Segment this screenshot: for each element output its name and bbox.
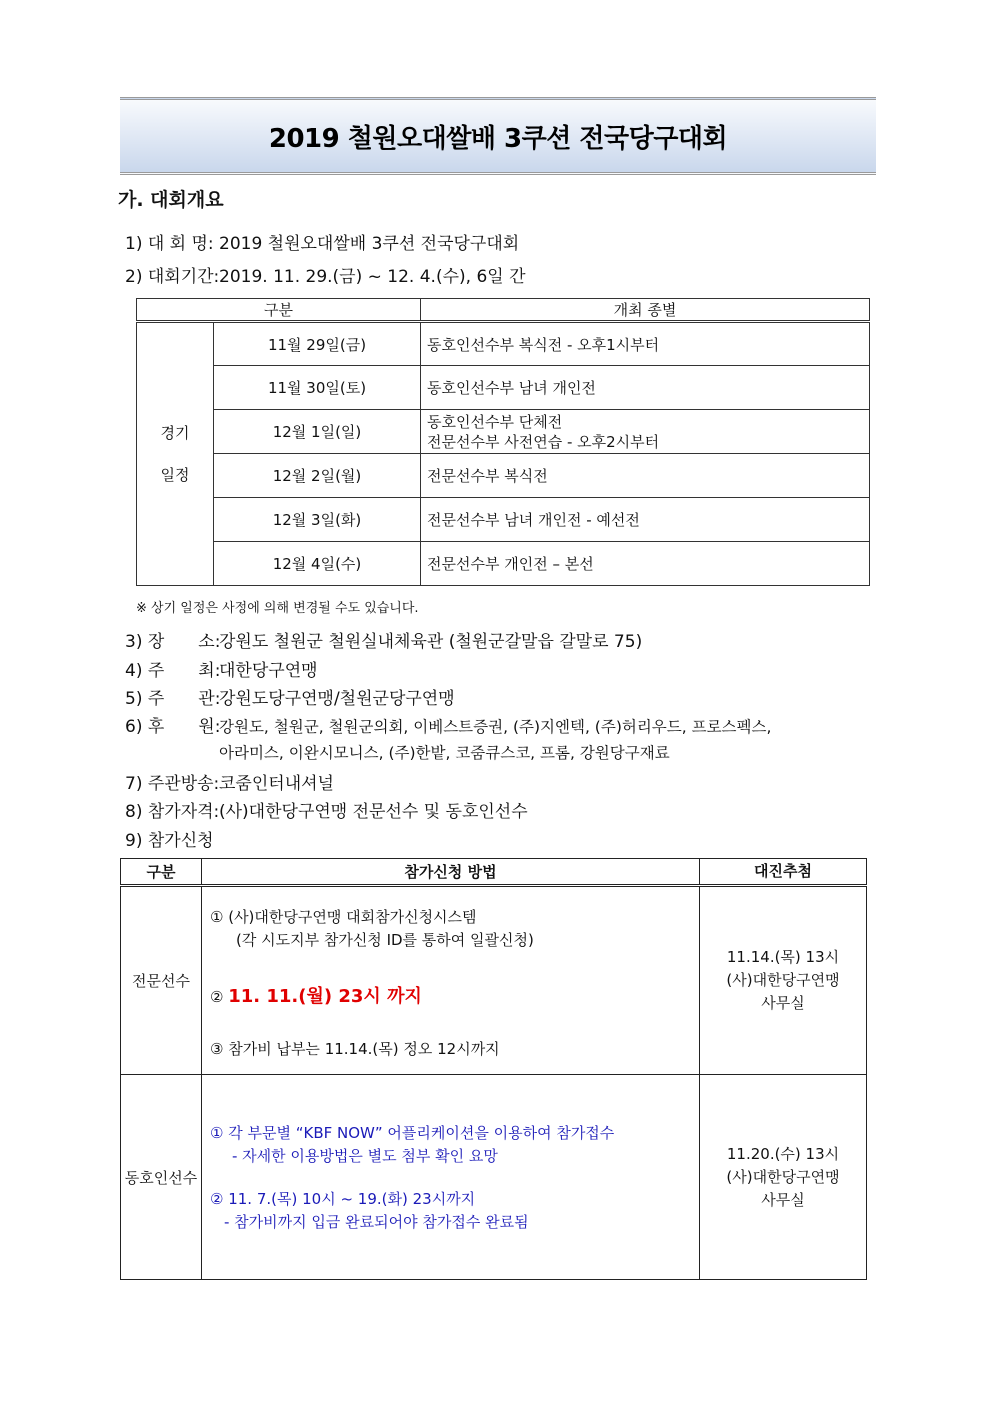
schedule-table <box>136 298 870 586</box>
deadline-text: 11. 11.(월) 23시 까지 <box>228 986 422 1007</box>
schedule-event: 전문선수부 남녀 개인전 - 예선전 <box>421 498 870 542</box>
table-row <box>137 366 870 410</box>
detail-item <box>125 797 528 822</box>
overview-item <box>125 229 519 254</box>
registration-group: 동호인선수 <box>121 1075 202 1280</box>
detail-item <box>125 826 219 851</box>
detail-label: 3) 장 소: <box>125 632 221 652</box>
method-step: ② 11. 7.(목) 10시 ~ 19.(화) 23시까지 <box>210 1190 476 1208</box>
schedule-date: 11월 29일(금) <box>214 322 421 366</box>
draw-org: (사)대한당구연맹 <box>726 971 840 989</box>
detail-value: (사)대한당구연맹 전문선수 및 동호인선수 <box>219 802 528 822</box>
detail-label: 4) 주 최: <box>125 661 221 681</box>
table-row <box>137 498 870 542</box>
schedule-date: 11월 30일(토) <box>214 366 421 410</box>
schedule-group-cell <box>137 322 214 586</box>
method-step: ① (사)대한당구연맹 대회참가신청시스템 <box>210 908 477 926</box>
detail-label: 6) 후 원: <box>125 717 221 737</box>
table-row <box>121 886 867 1075</box>
draw-org: (사)대한당구연맹 <box>726 1167 840 1186</box>
document-title: 2019 철원오대쌀배 3쿠션 전국당구대회 <box>268 123 728 154</box>
draw-datetime: 11.20.(수) 13시 <box>726 1144 840 1163</box>
title-banner <box>120 97 876 175</box>
schedule-header-event: 개최 종별 <box>421 299 870 322</box>
method-step-detail: (각 시도지부 참가신청 ID를 통하여 일괄신청) <box>236 931 534 949</box>
detail-item <box>125 712 771 737</box>
detail-item <box>125 627 642 652</box>
method-step-detail: - 참가비까지 입금 완료되어야 참가접수 완료됨 <box>224 1213 529 1231</box>
schedule-date: 12월 2일(월) <box>214 454 421 498</box>
registration-method-cell <box>202 1075 700 1280</box>
registration-group: 전문선수 <box>121 886 202 1075</box>
schedule-date: 12월 4일(수) <box>214 542 421 586</box>
detail-value: 강원도, 철원군, 철원군의회, 이베스트증권, (주)지엔텍, (주)허리우드, 프로스펙스, <box>219 718 772 736</box>
schedule-group-line1: 경기 <box>160 424 190 442</box>
overview-label: 2) 대회기간: <box>125 267 220 287</box>
detail-label: 7) 주관방송: <box>125 774 220 794</box>
draw-cell <box>700 886 867 1075</box>
table-row <box>137 322 870 366</box>
schedule-header-category: 구분 <box>137 299 421 322</box>
method-deadline <box>210 982 698 1008</box>
detail-value: 강원도 철원군 철원실내체육관 (철원군갈말읍 갈말로 75) <box>219 632 643 652</box>
registration-header-row <box>121 859 867 886</box>
schedule-event: 동호인선수부 단체전 <box>427 412 563 431</box>
schedule-date: 12월 3일(화) <box>214 498 421 542</box>
detail-value: 대한당구연맹 <box>219 661 318 681</box>
detail-value: 코줌인터내셔널 <box>219 774 334 794</box>
table-row <box>137 454 870 498</box>
registration-header-draw: 대진추첨 <box>700 859 867 886</box>
schedule-event-cell <box>421 410 870 454</box>
method-step-detail: - 자세한 이용방법은 별도 첨부 확인 요망 <box>232 1147 498 1165</box>
table-row <box>137 410 870 454</box>
method-step-number: ② <box>210 988 224 1006</box>
draw-cell <box>700 1075 867 1280</box>
schedule-group-line2: 일정 <box>160 466 190 484</box>
detail-value-continued: 아라미스, 이완시모니스, (주)한밭, 코줌큐스코, 프롬, 강원당구재료 <box>219 744 670 762</box>
schedule-event-2: 전문선수부 사전연습 - 오후2시부터 <box>427 432 660 451</box>
draw-place: 사무실 <box>761 1190 805 1209</box>
detail-item <box>125 769 334 794</box>
schedule-event: 동호인선수부 남녀 개인전 <box>421 366 870 410</box>
overview-label: 1) 대 회 명: <box>125 234 214 254</box>
schedule-header-row <box>137 299 870 322</box>
registration-header-method: 참가신청 방법 <box>202 859 700 886</box>
detail-label: 8) 참가자격: <box>125 802 220 822</box>
method-step: ③ 참가비 납부는 11.14.(목) 정오 12시까지 <box>210 1040 500 1058</box>
method-step: ① 각 부문별 “KBF NOW” 어플리케이션을 이용하여 참가접수 <box>210 1124 615 1142</box>
schedule-event: 전문선수부 개인전 – 본선 <box>421 542 870 586</box>
detail-item <box>125 656 318 681</box>
overview-item <box>125 262 526 287</box>
detail-value: 강원도당구연맹/철원군당구연맹 <box>219 689 455 709</box>
overview-value: 2019. 11. 29.(금) ~ 12. 4.(수), 6일 간 <box>219 267 526 287</box>
registration-header-category: 구분 <box>121 859 202 886</box>
detail-item <box>125 684 455 709</box>
draw-place: 사무실 <box>761 994 805 1012</box>
draw-datetime: 11.14.(목) 13시 <box>726 948 840 966</box>
schedule-note: ※ 상기 일정은 사정에 의해 변경될 수도 있습니다. <box>136 601 419 616</box>
detail-label: 9) 참가신청 <box>125 831 214 851</box>
registration-table <box>120 858 867 1280</box>
section-heading: 가. 대회개요 <box>118 189 224 211</box>
registration-method-cell <box>202 886 700 1075</box>
schedule-event: 전문선수부 복식전 <box>421 454 870 498</box>
table-row <box>137 542 870 586</box>
schedule-date: 12월 1일(일) <box>214 410 421 454</box>
overview-value: 2019 철원오대쌀배 3쿠션 전국당구대회 <box>219 234 520 254</box>
detail-label: 5) 주 관: <box>125 689 221 709</box>
table-row <box>121 1075 867 1280</box>
schedule-event: 동호인선수부 복식전 - 오후1시부터 <box>421 322 870 366</box>
